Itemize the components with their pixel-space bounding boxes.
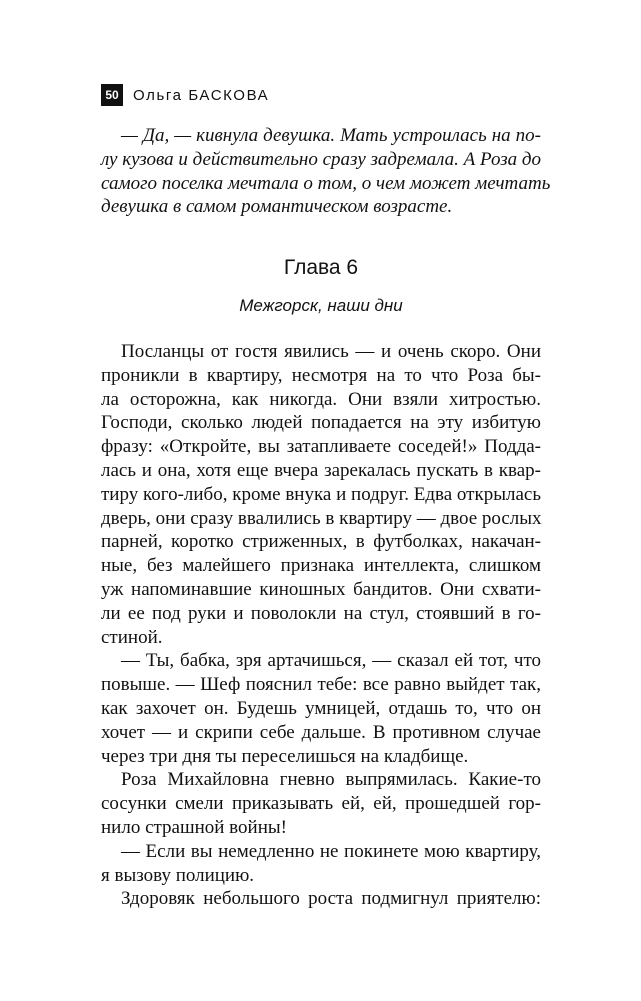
text-line: лась и она, хотя еще вчера зарекалась пускать в квар- xyxy=(101,459,541,481)
text-line: стиной. xyxy=(101,626,163,648)
running-header xyxy=(101,84,269,106)
text-line: Господи, сколько людей попадается на эту избитую xyxy=(101,412,541,434)
text-line: девушка в самом романтическом возрасте. xyxy=(101,196,453,218)
text-line: — Да, — кивнула девушка. Мать устроилась на по- xyxy=(121,125,541,146)
text-line: через три дня ты переселишься на кладбище. xyxy=(101,745,469,767)
text-line: фразу: «Откройте, вы затапливаете соседей!» Подда- xyxy=(101,436,541,458)
author-name: Ольга БАСКОВА xyxy=(133,86,270,104)
text-line: лу кузова и действительно сразу задремала. А Роза до xyxy=(101,148,541,170)
text-line: Роза Михайловна гневно выпрямилась. Какие-то xyxy=(121,769,541,791)
text-line: проникли в квартиру, несмотря на то что Роза бы- xyxy=(101,364,541,386)
body-text xyxy=(101,340,541,911)
text-line: дверь, они сразу ввалились в квартиру — двое рослых xyxy=(101,507,542,529)
text-line: тиру кого-либо, кроме внука и подруг. Едва открылась xyxy=(101,483,541,505)
text-line: как захочет он. Будешь умницей, отдашь то, что он xyxy=(101,697,541,719)
text-line: парней, коротко стриженных, в футболках, накачан- xyxy=(101,531,541,553)
intro-paragraph xyxy=(101,124,551,219)
chapter-subtitle: Межгорск, наши дни xyxy=(239,296,403,315)
text-line: нило страшной войны! xyxy=(101,816,287,838)
text-line: ли ее под руки и поволокли на стул, стоявший в го- xyxy=(101,602,541,624)
page-number: 50 xyxy=(101,84,123,106)
text-line: повыше. — Шеф пояснил тебе: все равно выйдет так, xyxy=(101,674,541,696)
text-line: ные, без малейшего признака интеллекта, слишком xyxy=(101,555,541,577)
text-line: я вызову полицию. xyxy=(101,864,255,886)
text-line: — Если вы немедленно не покинете мою квартиру, xyxy=(121,840,541,862)
text-line: самого поселка мечтала о том, о чем может мечтать xyxy=(101,172,551,194)
text-line: Посланцы от гостя явились — и очень скоро. Они xyxy=(121,341,541,362)
text-line: уж напоминавшие киношных бандитов. Они схвати- xyxy=(101,578,541,600)
text-line: — Ты, бабка, зря артачишься, — сказал ей тот, что xyxy=(121,650,541,672)
text-line: ла осторожна, как никогда. Они взяли хитростью. xyxy=(101,388,541,410)
text-line: Здоровяк небольшого роста подмигнул приятелю: xyxy=(121,888,541,910)
chapter-title: Глава 6 xyxy=(283,256,359,279)
text-line: хочет — и скрипи себе дальше. В противном случае xyxy=(101,721,541,743)
text-line: сосунки смели приказывать ей, ей, прошедшей гор- xyxy=(101,793,541,815)
